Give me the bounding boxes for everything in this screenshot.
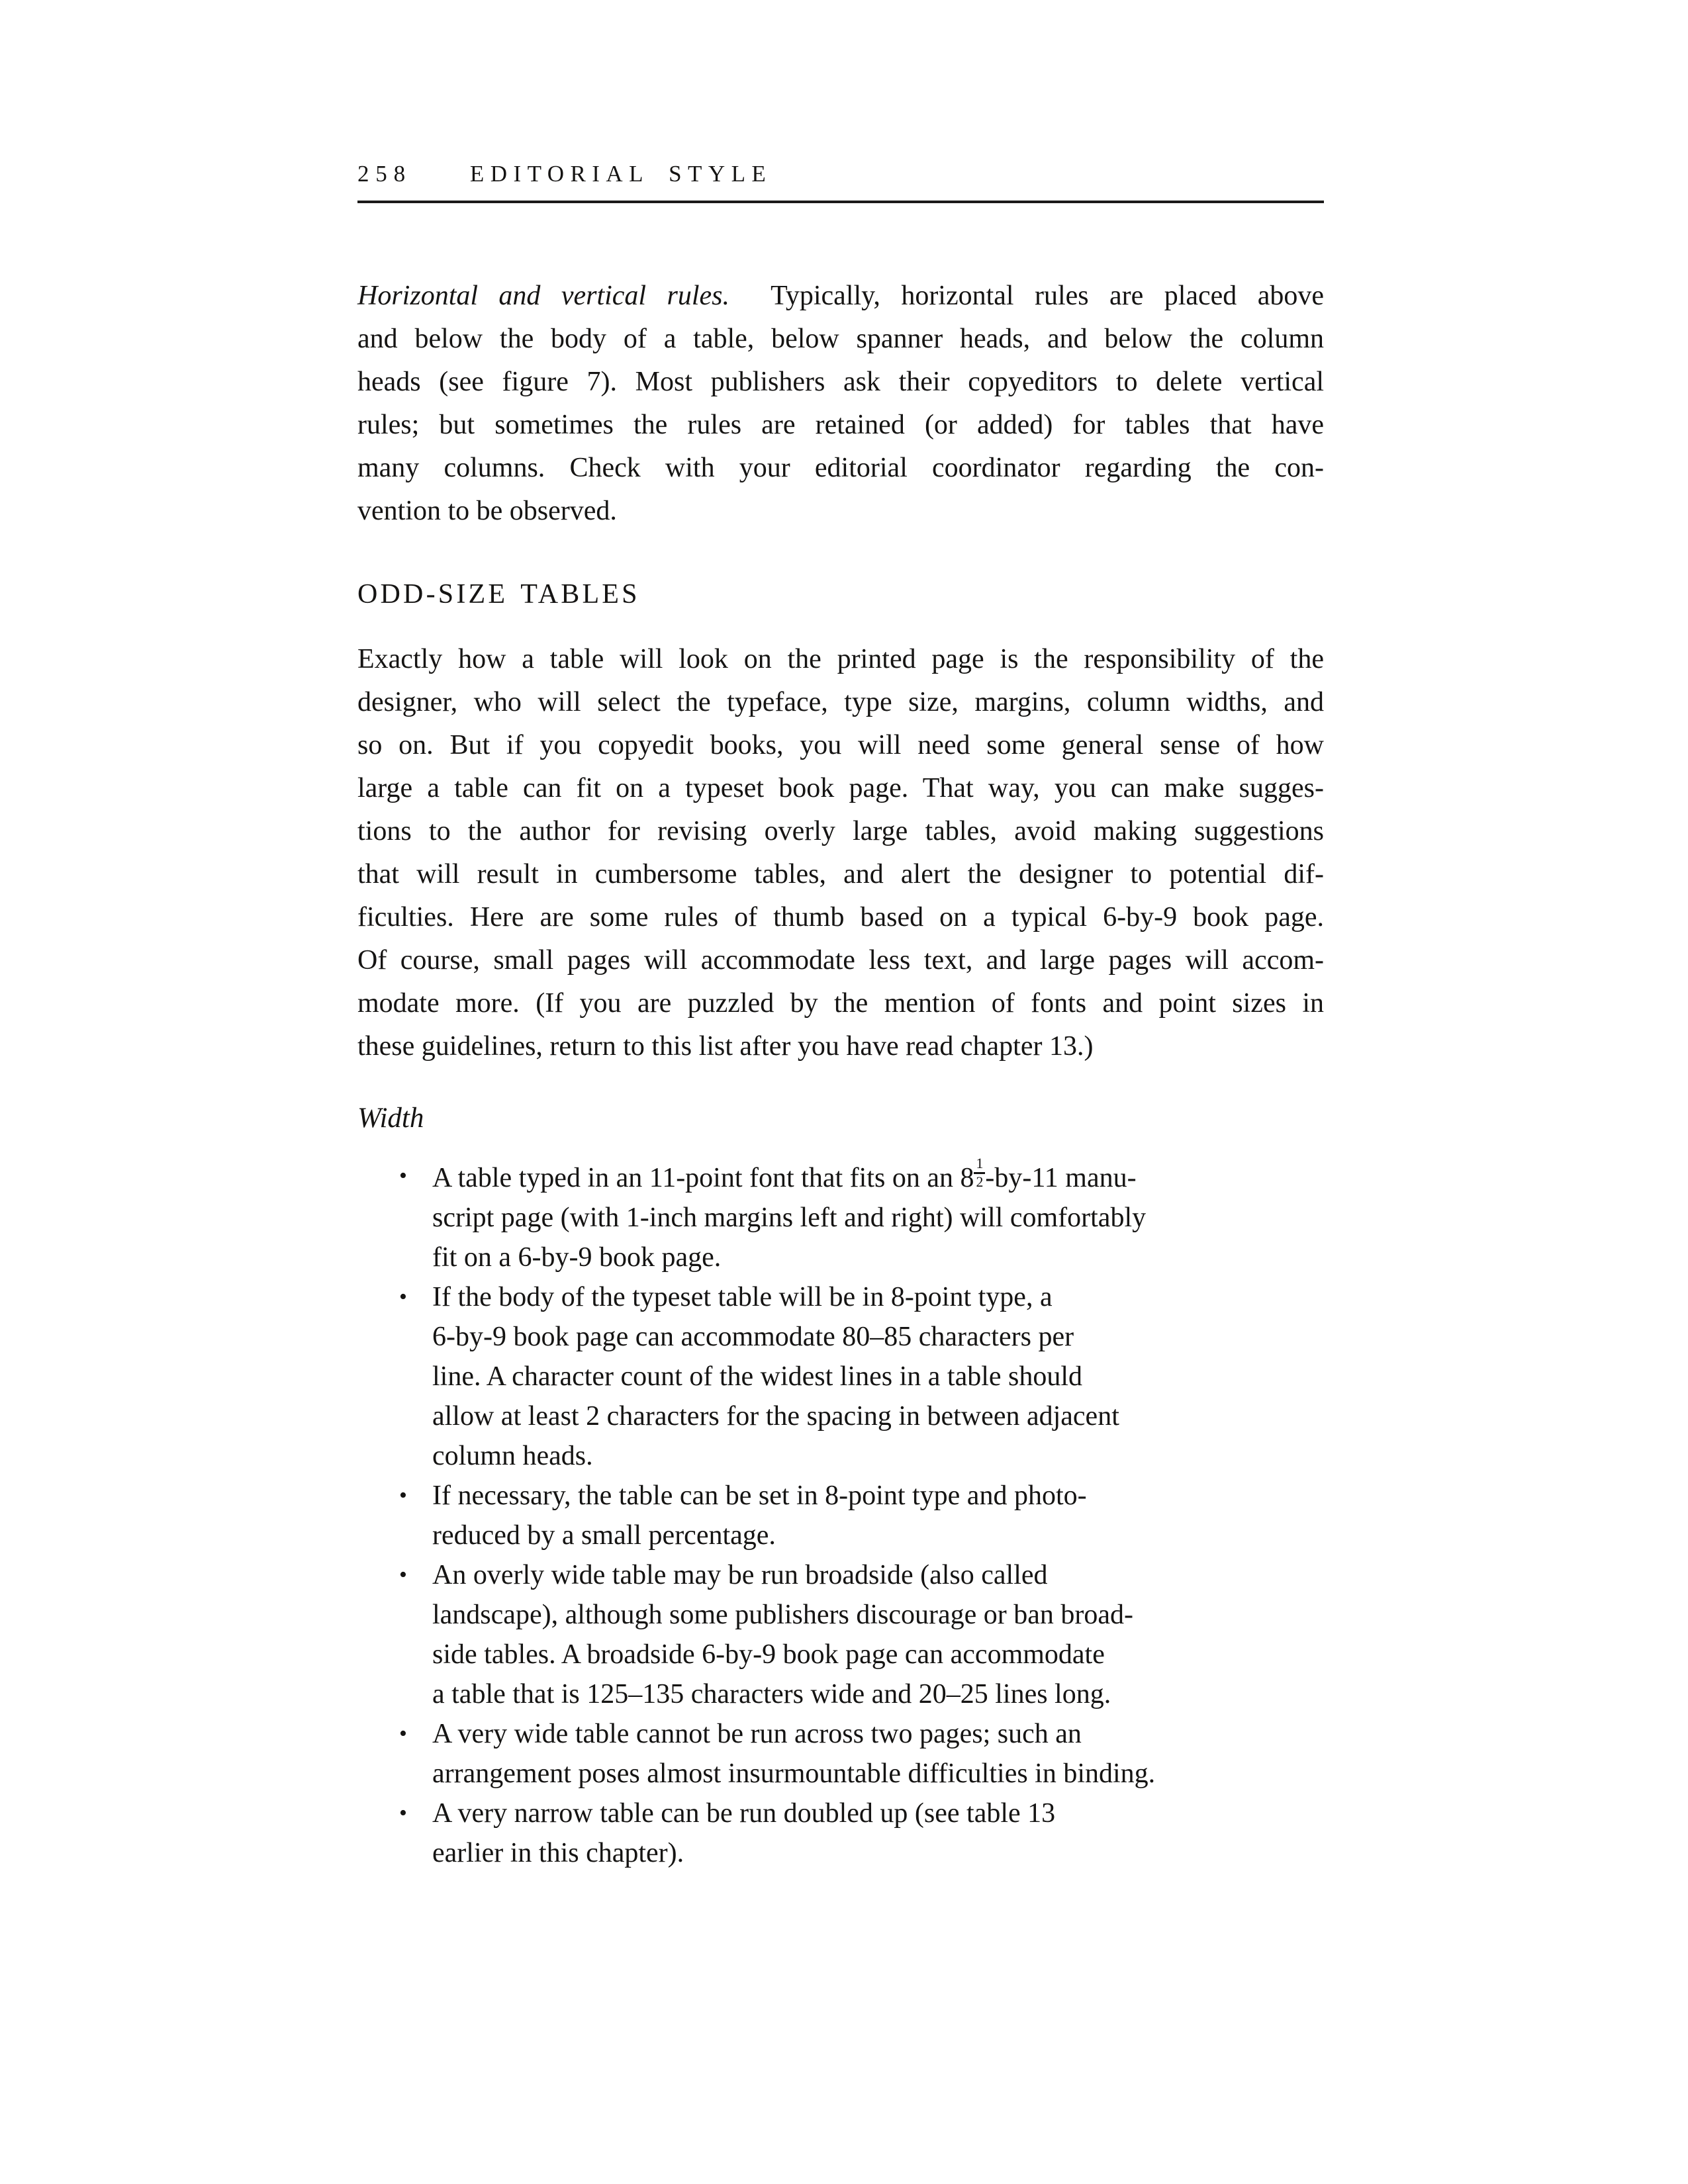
text-line: landscape), although some publishers discourage or ban broad- (432, 1599, 1134, 1630)
text-line: column heads. (432, 1440, 593, 1471)
text-line: tions to the author for revising overly large tables, avoid making suggestions (357, 816, 1324, 846)
text-line: A very wide table cannot be run across two pages; such an (432, 1718, 1082, 1749)
text-line: modate more. (If you are puzzled by the mention of fonts and point sizes in (357, 988, 1324, 1019)
bullet-item (357, 1555, 1324, 1714)
bullet-marker-icon: • (399, 1284, 407, 1309)
fraction-denominator: 2 (976, 1173, 984, 1190)
subheading-width: Width (357, 1103, 424, 1134)
page-number: 258 (357, 161, 412, 187)
bullet-item (357, 1476, 1324, 1555)
bullet-text (432, 1714, 1324, 1794)
text-line: ficulties. Here are some rules of thumb based on a typical 6-by-9 book page. (357, 902, 1324, 933)
bullet-marker-icon: • (399, 1562, 407, 1587)
fraction-numerator: 1 (974, 1156, 985, 1174)
text-line: Of course, small pages will accommodate less text, and large pages will accom- (357, 945, 1324, 976)
bullet-text (432, 1555, 1324, 1714)
text-line: that will result in cumbersome tables, and alert the designer to potential dif- (357, 859, 1324, 889)
text-line: Exactly how a table will look on the printed page is the responsibility of the (357, 644, 1324, 674)
bullet-item (357, 1156, 1324, 1277)
text-line: these guidelines, return to this list after you have read chapter 13.) (357, 1031, 1094, 1062)
text-line: 6-by-9 book page can accommodate 80–85 characters per (432, 1321, 1074, 1352)
bullet-item (357, 1794, 1324, 1873)
text-line: and below the body of a table, below spanner heads, and below the column (357, 324, 1324, 354)
bullet-item (357, 1714, 1324, 1794)
text-line-segment: -by-11 manu- (985, 1162, 1137, 1193)
bullet-list (357, 1156, 1324, 1873)
text-line: heads (see figure 7). Most publishers ask their copyeditors to delete vertical (357, 367, 1324, 397)
text-line: rules; but sometimes the rules are retained (or added) for tables that have (357, 410, 1324, 440)
bullet-text (432, 1794, 1324, 1873)
text-line: An overly wide table may be run broadside (also called (432, 1559, 1048, 1590)
text-line: script page (with 1-inch margins left and right) will comfortably (432, 1202, 1147, 1233)
header-rule (357, 201, 1324, 203)
bullet-marker-icon: • (399, 1721, 407, 1746)
text-line: earlier in this chapter). (432, 1837, 684, 1868)
text-line: so on. But if you copyedit books, you will need some general sense of how (357, 730, 1324, 760)
text-line: allow at least 2 characters for the spacing in between adjacent (432, 1400, 1119, 1432)
text-line: reduced by a small percentage. (432, 1520, 776, 1551)
bullet-marker-icon: • (399, 1163, 407, 1188)
text-line: many columns. Check with your editorial coordinator regarding the con- (357, 453, 1324, 483)
text-line: A very narrow table can be run doubled up (see table 13 (432, 1797, 1056, 1829)
bullet-item (357, 1277, 1324, 1476)
fraction-one-half (974, 1156, 985, 1190)
text-line: If the body of the typeset table will be in 8-point type, a (432, 1281, 1053, 1312)
text-line: vention to be observed. (357, 496, 617, 526)
page-header (357, 161, 772, 187)
text-line: a table that is 125–135 characters wide and 20–25 lines long. (432, 1678, 1111, 1709)
text-line: large a table can fit on a typeset book page. That way, you can make sugges- (357, 773, 1324, 803)
text-line-segment: Typically, horizontal rules are placed above (771, 281, 1324, 311)
bullet-text (432, 1476, 1324, 1555)
paragraph-odd-size-tables (357, 638, 1324, 1068)
bullet-marker-icon: • (399, 1800, 407, 1825)
text-line-segment: A table typed in an 11-point font that fits on an 8 (432, 1162, 974, 1193)
text-line: fit on a 6-by-9 book page. (432, 1242, 722, 1273)
text-line: side tables. A broadside 6-by-9 book page can accommodate (432, 1639, 1105, 1670)
section-heading: ODD-SIZE TABLES (357, 579, 640, 610)
bullet-text (432, 1277, 1324, 1476)
bullet-text (432, 1156, 1324, 1277)
text-line: line. A character count of the widest lines in a table should (432, 1361, 1083, 1392)
bullet-marker-icon: • (399, 1482, 407, 1508)
running-head: EDITORIAL STYLE (469, 161, 773, 187)
text-line: If necessary, the table can be set in 8-point type and photo- (432, 1480, 1087, 1511)
paragraph-lead-italic: Horizontal and vertical rules. (357, 281, 729, 311)
paragraph-horizontal-vertical-rules (357, 275, 1324, 533)
text-line: arrangement poses almost insurmountable difficulties in binding. (432, 1758, 1156, 1789)
text-line (432, 1156, 1324, 1198)
text-line: designer, who will select the typeface, type size, margins, column widths, and (357, 687, 1324, 717)
text-line (357, 275, 1324, 318)
